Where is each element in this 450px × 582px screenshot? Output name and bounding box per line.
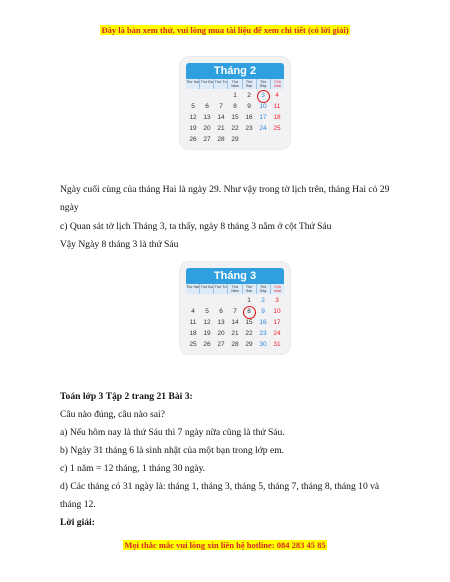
calendar-day: 3: [275, 297, 279, 305]
hotline-banner: [0, 540, 450, 550]
weekday-label: Thứ Hai: [186, 79, 200, 89]
calendar-day: 19: [203, 330, 211, 338]
calendar-days: [186, 91, 284, 145]
calendar-title: Tháng 2: [186, 63, 284, 79]
calendar-day: 11: [273, 103, 281, 111]
calendar-day: 11: [189, 319, 197, 327]
preview-banner: [0, 25, 450, 35]
calendar-day: [270, 135, 284, 145]
calendar-day: [256, 135, 270, 145]
calendar-day: 9: [261, 308, 265, 316]
calendar-day: 7: [219, 103, 223, 111]
calendar-day: 6: [219, 308, 223, 316]
weekday-header: [186, 284, 284, 294]
calendar-day: 29: [231, 136, 239, 144]
statement-a: a) Nếu hôm nay là thứ Sáu thì 7 ngày nữa cũng là thứ Sáu.: [60, 427, 285, 438]
statement-c: c) 1 năm = 12 tháng, 1 tháng 30 ngày.: [60, 463, 206, 474]
calendar-day: 12: [203, 319, 211, 327]
calendar-days: [186, 296, 284, 350]
calendar-day: 17: [273, 319, 281, 327]
calendar-day: 29: [245, 341, 253, 349]
calendar-day: [214, 296, 228, 306]
weekday-label: Thứ Năm: [228, 79, 242, 89]
calendar-day: 1: [233, 92, 237, 100]
weekday-label: Thứ Sáu: [243, 79, 257, 89]
calendar-day: [228, 296, 242, 306]
calendar-day: [242, 135, 256, 145]
calendar-day: 10: [273, 308, 281, 316]
calendar-day: 3: [256, 91, 270, 101]
weekday-label: Thứ Sáu: [243, 284, 257, 294]
weekday-label: Thứ Hai: [186, 284, 200, 294]
calendar-day: 20: [217, 330, 225, 338]
calendar-title: Tháng 3: [186, 268, 284, 284]
paragraph-observe-march: c) Quan sát tờ lịch Tháng 3, ta thấy, ngày 8 tháng 3 nằm ở cột Thứ Sáu: [60, 221, 332, 232]
weekday-label: Thứ Năm: [228, 284, 242, 294]
calendar-day: 20: [203, 125, 211, 133]
calendar-day: 28: [231, 341, 239, 349]
weekday-header: [186, 79, 284, 89]
calendar-day: [186, 296, 200, 306]
question: Câu nào đúng, câu nào sai?: [60, 409, 165, 420]
calendar-day: 21: [231, 330, 239, 338]
calendar-day: [200, 91, 214, 101]
calendar-day: 4: [275, 92, 279, 100]
calendar-day: 21: [217, 125, 225, 133]
calendar-day: [186, 91, 200, 101]
calendar-day: 2: [261, 297, 265, 305]
calendar-day: 23: [245, 125, 253, 133]
calendar-day: 5: [191, 103, 195, 111]
calendar-day: 7: [233, 308, 237, 316]
weekday-label: Chủ nhật: [273, 80, 281, 89]
calendar-day: 25: [189, 341, 197, 349]
statement-b: b) Ngày 31 tháng 6 là sinh nhật của một bạn trong lớp em.: [60, 445, 285, 456]
statement-d: d) Các tháng có 31 ngày là: tháng 1, tháng 3, tháng 5, tháng 7, tháng 8, tháng 10 và tháng 12.: [60, 481, 380, 510]
exercise-heading: Toán lớp 3 Tập 2 trang 21 Bài 3:: [60, 391, 193, 402]
calendar-day: 18: [273, 114, 281, 122]
calendar-day: 6: [205, 103, 209, 111]
calendar-day: 13: [203, 114, 211, 122]
calendar-february: [180, 57, 290, 149]
weekday-label: Thứ Bảy: [257, 284, 271, 294]
weekday-label: Thứ Tư: [214, 284, 228, 294]
calendar-day: 10: [259, 103, 267, 111]
paragraph-feb-days: Ngày cuối cùng của tháng Hai là ngày 29. Như vậy trong tờ lịch trên, tháng Hai có 29 ngày: [60, 184, 390, 213]
calendar-day: 24: [273, 330, 281, 338]
calendar-day: 17: [259, 114, 267, 122]
calendar-day: 14: [217, 114, 225, 122]
calendar-day: 2: [247, 92, 251, 100]
calendar-day: [214, 91, 228, 101]
calendar-day: 24: [259, 125, 267, 133]
calendar-day: 18: [189, 330, 197, 338]
calendar-day: 26: [189, 136, 197, 144]
paragraph-conclusion: Vậy Ngày 8 tháng 3 là thứ Sáu: [60, 239, 179, 250]
weekday-label: Chủ nhật: [273, 285, 281, 294]
weekday-label: Thứ Tư: [214, 79, 228, 89]
calendar-day: 12: [189, 114, 197, 122]
calendar-day: 23: [259, 330, 267, 338]
preview-banner-text: Đây là bản xem thử, vui lòng mua tài liệu để xem chi tiết (có lời giải): [101, 25, 349, 35]
calendar-day: 8: [233, 103, 237, 111]
calendar-day: 19: [189, 125, 197, 133]
calendar-day: 16: [245, 114, 253, 122]
calendar-day: 31: [273, 341, 281, 349]
weekday-label: Thứ Ba: [200, 284, 214, 294]
calendar-day: 8: [242, 307, 256, 317]
calendar-march: [180, 262, 290, 354]
calendar-day: 15: [231, 114, 239, 122]
calendar-day: 16: [259, 319, 267, 327]
weekday-label: Thứ Ba: [200, 79, 214, 89]
calendar-day: 30: [259, 341, 267, 349]
calendar-day: 15: [245, 319, 253, 327]
calendar-day: 4: [191, 308, 195, 316]
calendar-day: 1: [247, 297, 251, 305]
calendar-day: 22: [245, 330, 253, 338]
calendar-day: 25: [273, 125, 281, 133]
weekday-label: Thứ Bảy: [257, 79, 271, 89]
calendar-day: 14: [231, 319, 239, 327]
calendar-day: 26: [203, 341, 211, 349]
calendar-day: 13: [217, 319, 225, 327]
calendar-day: 27: [203, 136, 211, 144]
solution-heading: Lời giải:: [60, 517, 95, 528]
calendar-day: 22: [231, 125, 239, 133]
calendar-day: 28: [217, 136, 225, 144]
calendar-day: [200, 296, 214, 306]
calendar-day: 5: [205, 308, 209, 316]
hotline-text: Mọi thắc mắc vui lòng xin liên hệ hotline: 084 283 45 85: [124, 540, 326, 550]
calendar-day: 9: [247, 103, 251, 111]
calendar-day: 27: [217, 341, 225, 349]
